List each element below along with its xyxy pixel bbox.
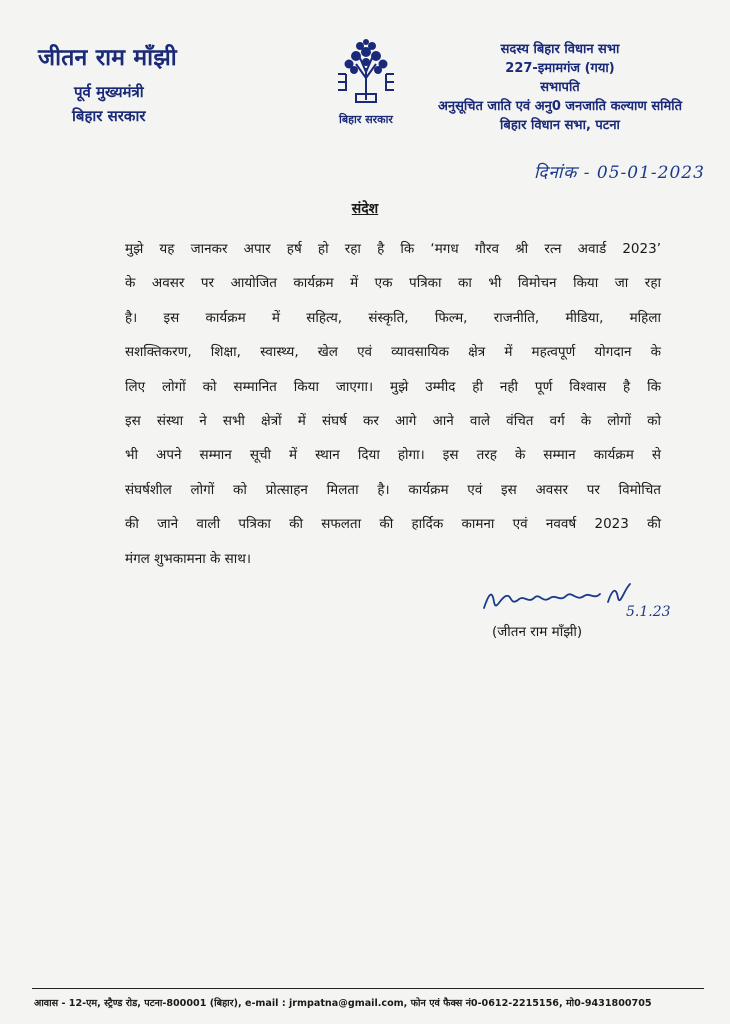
- body-line: मुझे यह जानकर अपार हर्ष हो रहा है कि ‘मगध गौरव श्री रत्न अवार्ड 2023’: [125, 241, 661, 257]
- handwritten-signature: [480, 576, 690, 622]
- body-line: के अवसर पर आयोजित कार्यक्रम में एक पत्रिका का भी विमोचन किया जा रहा: [125, 275, 661, 292]
- body-line: संघर्षशील लोगों को प्रोत्साहन मिलता है। कार्यक्रम एवं इस अवसर पर विमोचित: [125, 481, 661, 498]
- emblem-caption: बिहार सरकार: [339, 113, 393, 126]
- designation-block: [412, 40, 708, 135]
- signature-date: 5.1.23: [626, 604, 671, 620]
- body-line: सशक्तिकरण, शिक्षा, स्वास्थ्य, खेल एवं व्यावसायिक क्षेत्र में महत्वपूर्ण योगदान के: [125, 344, 661, 361]
- body-line: भी अपने सम्मान सूची में स्थान दिया होगा। इस तरह के सम्मान कार्यक्रम से: [125, 447, 661, 464]
- designation-line-1: सदस्य बिहार विधान सभा: [500, 42, 620, 57]
- body-line: लिए लोगों को सम्मानित किया जाएगा। मुझे उम्मीद ही नही पूर्ण विश्वास है कि: [125, 378, 661, 395]
- body-line: है। इस कार्यक्रम में सहित्य, संस्कृति, फिल्म, राजनीति, मीडिया, महिला: [125, 309, 661, 326]
- designation-line-4: अनुसूचित जाति एवं अनु0 जनजाति कल्याण समिति: [437, 99, 683, 114]
- designation-line-2: 227-इमामगंज (गया): [505, 61, 615, 76]
- designation-line-5: बिहार विधान सभा, पटना: [500, 118, 620, 133]
- sender-block: [38, 40, 177, 126]
- sender-government: बिहार सरकार: [72, 107, 146, 125]
- message-body: [125, 232, 661, 576]
- state-emblem: [318, 38, 414, 127]
- sender-name: जीतन राम माँझी: [38, 45, 177, 71]
- footer-divider: [32, 988, 704, 989]
- body-line: की जाने वाली पत्रिका की सफलता की हार्दिक कामना एवं नववर्ष 2023 की: [125, 516, 661, 533]
- bodhi-tree-emblem-icon: [334, 38, 398, 110]
- signer-name: (जीतन राम माँझी): [492, 624, 583, 640]
- designation-line-3: सभापति: [540, 80, 580, 95]
- letter-date: दिनांक - 05-01-2023: [534, 163, 705, 183]
- letter-heading: संदेश: [351, 201, 379, 217]
- body-line: मंगल शुभकामना के साथ।: [125, 550, 252, 567]
- body-line: इस संस्था ने सभी क्षेत्रों में संघर्ष कर आगे आने वाले वंचित वर्ग के लोगों को: [125, 413, 661, 430]
- footer-address: आवास - 12-एम, स्ट्रैण्ड रोड, पटना-800001 (बिहार), e-mail : jrmpatna@gmail.com, फोन एवं फैक्स नं0-0612-2215156, मो0-9431800705: [34, 998, 652, 1009]
- sender-title: पूर्व मुख्यमंत्री: [74, 83, 144, 101]
